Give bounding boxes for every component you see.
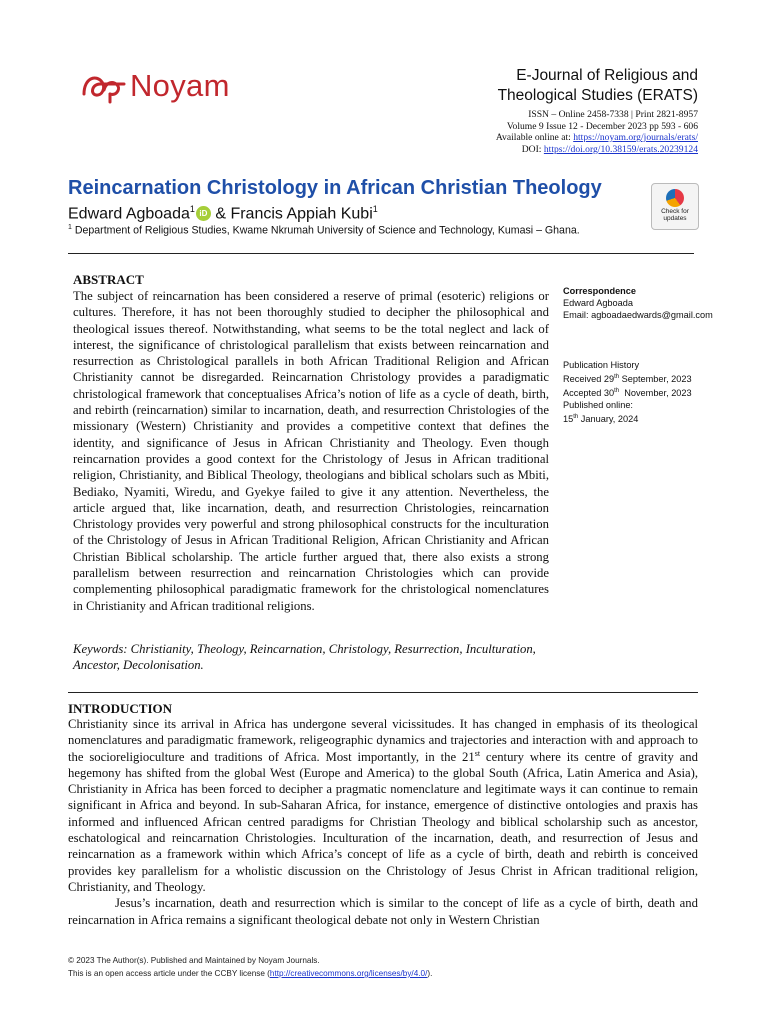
paragraph-text: century where its centre of gravity and hegemony has shifted from the global West (Europe and America) to the global South (Africa, Latin America and Asia), Christianity in Africa has been forced to decipher a pragmatic nomenclature and legitimate ways it can continue to remain significant in Africa and beyond. In sub-Saharan Africa, for instance, emergence of distinctive ontologies and praxis has informed and influenced African centred paradigms for Christian Theology and biblical scholarship such as ancestor, eschatological and reincarnation Christologies. Inculturation of the incarnation, death, and resurrection of Jesus and reincarnation as a framework within which Africa’s concept of life as a cycle of birth, death and rebirth is conceived provides key parallelism for a wholistic discussion on the Christology of Jesus Christ in African traditional religion, Christianity, and Theology. (68, 749, 698, 894)
journal-available (496, 132, 698, 144)
journal-doi (496, 144, 698, 156)
license-notice (68, 967, 432, 980)
author-list (68, 204, 378, 223)
check-updates-line2: updates (663, 215, 687, 222)
publication-history-label: Publication History (563, 360, 640, 370)
article-info-sidebar (563, 285, 753, 425)
accepted-month: November, 2023 (619, 388, 692, 399)
author-affiliation-mark: 1 (372, 204, 378, 214)
correspondence-email: Email: agboadaedwards@gmail.com (563, 310, 713, 320)
license-link[interactable]: http://creativecommons.org/licenses/by/4.0/ (269, 969, 428, 978)
published-month: January, 2024 (578, 414, 639, 425)
introduction-heading: INTRODUCTION (68, 701, 173, 716)
paragraph-text: Christianity since its arrival in Africa has undergone several vicissitudes. It has changed in emphasis of its theological nomenclatures and paradigmatic framework, religeographic dynamics and trajectories and interaction with and approach to the socioreligioculture and traditions of Africa. Most importantly, in the 21 (68, 717, 698, 764)
doi-label: DOI: (521, 143, 544, 155)
affiliation (68, 224, 580, 237)
orcid-icon[interactable]: iD (196, 206, 211, 221)
license-text: This is an open access article under the CCBY license ( (68, 969, 270, 978)
license-text: ). (427, 969, 433, 978)
accepted-text: Accepted 30 (563, 388, 615, 399)
received-date (563, 371, 753, 385)
journal-title-line1: E-Journal of Religious and (516, 67, 698, 84)
divider (68, 692, 698, 693)
correspondence-name: Edward Agboada (563, 298, 633, 308)
author-name: Francis Appiah Kubi (230, 205, 373, 223)
author-name: Edward Agboada (68, 205, 190, 223)
ordinal-suffix: st (474, 748, 481, 758)
brand-name: Noyam (130, 68, 230, 103)
ordinal-suffix: th (614, 388, 620, 395)
accepted-date (563, 385, 753, 399)
abstract-text: The subject of reincarnation has been considered a reserve of primal (esoteric) religions or cultures. Therefore, it has not been thoroughly studied to decipher the philosophical and theological issues thereof. Notwithstanding, what seems to be the total neglect and lack of interest, the significance of christological parallelism that exists between reincarnation and resurrection as Christological parallels in both African Traditional Religion and African Christianity cannot be disregarded. Reincarnation Christology provides a paradigmatic christological framework that conceptualises Africa’s notion of life as a cycle of death, birth, and rebirth (reincarnation) similar to incarnation, death, and resurrection Christologies of the missionary (Western) Christianity and provides a competitive context that defines the identity, and significance of Jesus in African Christianity and Theology. Even though reincarnation provides a good context for the Christology of Jesus in African traditional religion, Christianity, and Biblical Theology, theologians and biblical scholars such as Mbiti, Bediako, Nyamiti, Wiredu, and Gyekye failed to give it any attention. Nevertheless, the article argued that, like incarnation, death, and resurrection Christologies, reincarnation Christology provides very powerful and strong philosophical constructs for the inculturation of the Christology of Jesus in African Traditional Religion, African Christianity and African Christian Biblical scholarship. The article further argued that, there also exists a strong parallelism between resurrection and reincarnation Christologies which can provide complementing philosophical paradigmatic framework for the christological nomenclatures in Christianity and African traditional religions. (73, 289, 549, 613)
noyam-logo-icon (80, 68, 128, 104)
affiliation-mark: 1 (68, 224, 72, 231)
journal-volume: Volume 9 Issue 12 - December 2023 pp 593 - 606 (506, 120, 698, 132)
copyright-notice: © 2023 The Author(s). Published and Maintained by Noyam Journals. (68, 956, 320, 965)
abstract-heading: ABSTRACT (73, 272, 144, 287)
published-day: 15 (563, 414, 574, 425)
published-label: Published online: (563, 400, 633, 411)
divider (68, 253, 694, 254)
author-affiliation-mark: 1 (189, 204, 195, 214)
page-footer (68, 954, 432, 980)
publisher-logo (80, 68, 230, 104)
ordinal-suffix: th (573, 414, 579, 421)
paragraph: Jesus’s incarnation, death and resurrection which is similar to the concept of life as a cycle of birth, death and reincarnation in Africa remains a significant theological debate not only in Western Christian (68, 896, 698, 927)
spacer (563, 321, 753, 359)
introduction-text (68, 716, 698, 928)
received-text: Received 29 (563, 374, 615, 385)
author-separator: & (210, 205, 231, 223)
ordinal-suffix: th (614, 374, 620, 380)
correspondence-label: Correspondence (563, 286, 637, 296)
crossmark-icon (666, 189, 684, 207)
check-updates-line1: Check for (661, 208, 689, 215)
keywords: Keywords: Christianity, Theology, Reincarnation, Christology, Resurrection, Inculturation, Ancestor, Decolonisation. (73, 642, 536, 673)
journal-info (496, 66, 698, 155)
journal-title-line2: Theological Studies (ERATS) (497, 86, 698, 104)
published-date (563, 411, 753, 425)
doi-link[interactable]: https://doi.org/10.38159/erats.20239124 (543, 143, 698, 155)
available-label: Available online at: (495, 132, 574, 144)
journal-issn: ISSN – Online 2458-7338 | Print 2821-8957 (528, 109, 698, 120)
article-title: Reincarnation Christology in African Christian Theology (68, 177, 602, 199)
journal-url-link[interactable]: https://noyam.org/journals/erats/ (573, 132, 698, 144)
received-month: September, 2023 (619, 374, 692, 385)
check-for-updates-button[interactable] (651, 183, 699, 230)
paragraph (68, 716, 698, 895)
affiliation-text: Department of Religious Studies, Kwame Nkrumah University of Science and Technology, Kumasi – Ghana. (71, 224, 580, 237)
